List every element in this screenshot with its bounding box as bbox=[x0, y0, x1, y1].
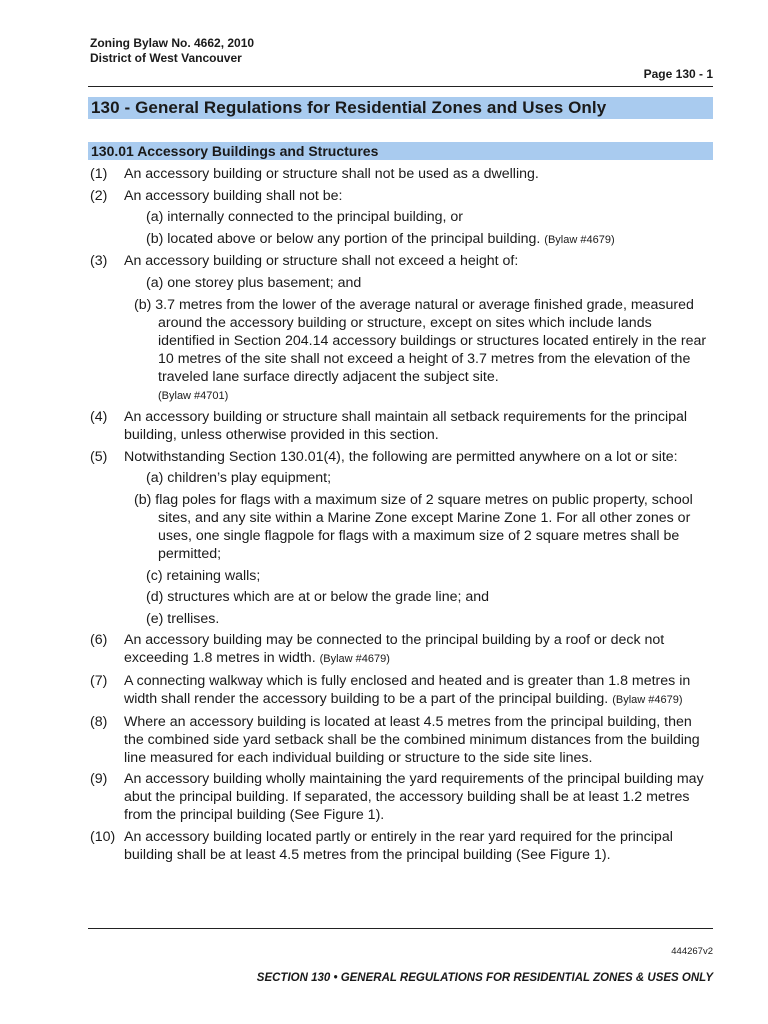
sub-item-text: (a) internally connected to the principal building, or bbox=[146, 209, 464, 226]
sub-item-text: (b) 3.7 metres from the lower of the average natural or average finished grade, measured around the accessory building or structure, except on sites which include lands identified in Section 204.14 accessory buildings or structures located entirely in the rear 10 metres of the site shall not exceed a height of 3.7 metres from the elevation of the traveled lane surface directly adjacent the subject site. bbox=[134, 296, 707, 385]
document-header bbox=[90, 36, 254, 66]
item-text: An accessory building may be connected to the principal building by a roof or deck not exceeding 1.8 metres in width. bbox=[124, 632, 665, 667]
page-number: Page 130 - 1 bbox=[643, 67, 713, 81]
sub-item-5c bbox=[90, 567, 712, 585]
sub-item-3b bbox=[90, 296, 712, 405]
regulation-item-3 bbox=[90, 252, 712, 270]
sub-item-text: (e) trellises. bbox=[146, 610, 220, 627]
subsection-title: 130.01 Accessory Buildings and Structures bbox=[91, 143, 379, 159]
item-number: (3) bbox=[90, 253, 108, 270]
sub-item-text: (b) located above or below any portion of the principal building. bbox=[146, 230, 541, 247]
sub-item-text: (a) children’s play equipment; bbox=[146, 470, 332, 487]
regulation-item-10 bbox=[90, 828, 712, 864]
regulation-body bbox=[90, 165, 712, 867]
sub-item-text: (b) flag poles for flags with a maximum size of 2 square metres on public property, school sites, and any site within a Marine Zone except Marine Zone 1. For all other zones or uses, one single flagpole for flags with a maximum size of 2 square metres shall be permitted; bbox=[134, 491, 693, 562]
item-number: (7) bbox=[90, 672, 108, 689]
regulation-item-4 bbox=[90, 408, 712, 444]
section-title: 130 - General Regulations for Residential Zones and Uses Only bbox=[91, 98, 607, 117]
bylaw-reference: (Bylaw #4679) bbox=[319, 653, 390, 666]
item-text: An accessory building or structure shall maintain all setback requirements for the principal building, unless otherwise provided in this section. bbox=[124, 409, 688, 444]
header-divider bbox=[88, 86, 713, 87]
item-text: An accessory building located partly or entirely in the rear yard required for the principal building shall be at least 4.5 metres from the principal building (See Figure 1). bbox=[124, 828, 673, 863]
sub-item-3a bbox=[90, 274, 712, 292]
regulation-item-2 bbox=[90, 187, 712, 205]
regulation-item-5 bbox=[90, 448, 712, 466]
bylaw-reference: (Bylaw #4701) bbox=[158, 389, 229, 402]
regulation-item-6 bbox=[90, 631, 712, 668]
sub-item-5b bbox=[90, 491, 712, 563]
item-number: (10) bbox=[90, 828, 116, 845]
sub-item-2a bbox=[90, 208, 712, 226]
regulation-item-1 bbox=[90, 165, 712, 183]
footer-divider bbox=[88, 928, 713, 929]
item-number: (8) bbox=[90, 713, 108, 730]
item-text: An accessory building shall not be: bbox=[124, 187, 343, 204]
item-text: An accessory building or structure shall not be used as a dwelling. bbox=[124, 166, 539, 182]
running-footer: SECTION 130 • GENERAL REGULATIONS FOR RESIDENTIAL ZONES & USES ONLY bbox=[256, 972, 713, 984]
item-number: (5) bbox=[90, 448, 108, 465]
document-id: 444267v2 bbox=[671, 946, 713, 957]
regulation-item-9 bbox=[90, 770, 712, 824]
bylaw-title: Zoning Bylaw No. 4662, 2010 bbox=[90, 36, 255, 50]
bylaw-reference: (Bylaw #4679) bbox=[544, 233, 615, 246]
regulation-item-8 bbox=[90, 713, 712, 767]
item-number: (6) bbox=[90, 632, 108, 649]
item-number: (4) bbox=[90, 409, 108, 426]
sub-item-text: (d) structures which are at or below the grade line; and bbox=[146, 589, 490, 606]
sub-item-5d bbox=[90, 588, 712, 606]
item-text: A connecting walkway which is fully enclosed and heated and is greater than 1.8 metres in width shall render the accessory building to be a part of the principal building. bbox=[124, 672, 691, 707]
item-text: Where an accessory building is located at least 4.5 metres from the principal building, then the combined side yard setback shall be the combined minimum distances from the building line measured for each individual building or structure to the side site lines. bbox=[124, 713, 700, 766]
sub-item-5a bbox=[90, 469, 712, 487]
item-text: An accessory building wholly maintaining the yard requirements of the principal building may abut the principal building. If separated, the accessory building shall be at least 1.2 metres from the principal building (See Figure 1). bbox=[124, 771, 704, 824]
item-number: (1) bbox=[90, 166, 108, 182]
sub-item-text: (c) retaining walls; bbox=[146, 567, 261, 584]
bylaw-reference: (Bylaw #4679) bbox=[612, 693, 683, 706]
item-text: Notwithstanding Section 130.01(4), the following are permitted anywhere on a lot or site: bbox=[124, 448, 678, 465]
sub-item-2b bbox=[90, 230, 712, 249]
sub-item-text: (a) one storey plus basement; and bbox=[146, 274, 362, 291]
sub-item-5e bbox=[90, 610, 712, 628]
item-number: (9) bbox=[90, 771, 108, 788]
item-number: (2) bbox=[90, 187, 108, 204]
district-name: District of West Vancouver bbox=[90, 51, 242, 65]
regulation-item-7 bbox=[90, 672, 712, 709]
item-text: An accessory building or structure shall not exceed a height of: bbox=[124, 253, 519, 270]
